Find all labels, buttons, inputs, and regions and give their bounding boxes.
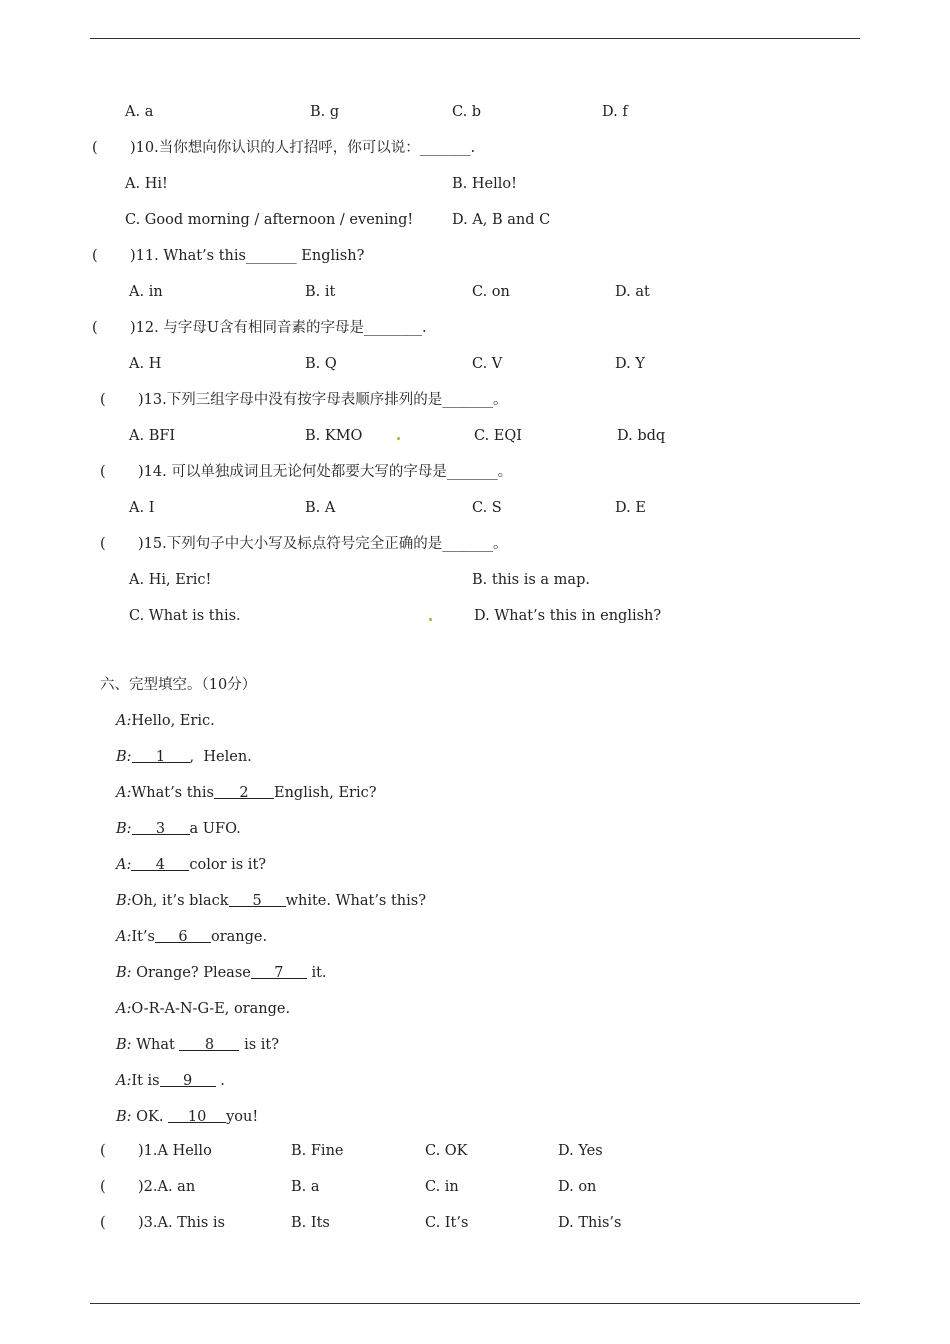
dialogue-text: What’s this bbox=[131, 785, 214, 801]
q10-text: )10.当你想向你认识的人打招呼，你可以说：_______. bbox=[130, 140, 476, 156]
q13-option-c: C. EQI bbox=[474, 428, 522, 444]
dialogue-line bbox=[116, 999, 290, 1019]
cloze-question-option: D. This’s bbox=[558, 1215, 622, 1231]
q15-paren: ( bbox=[100, 536, 106, 552]
q12-option-c: C. V bbox=[472, 356, 503, 372]
section6-heading: 六、完型填空。（10分） bbox=[100, 677, 257, 693]
q9-option-a: A. a bbox=[125, 104, 154, 120]
q9-option-d: D. f bbox=[602, 104, 628, 120]
cloze-question-option: C. It’s bbox=[425, 1215, 469, 1231]
dialogue-text: it. bbox=[306, 965, 327, 981]
speaker-label: B: bbox=[116, 1037, 132, 1053]
q11-text: )11. What’s this_______ English? bbox=[130, 248, 365, 264]
footer-rule bbox=[90, 1303, 860, 1304]
speaker-label: A: bbox=[116, 857, 132, 873]
q12-text: )12. 与字母U含有相同音素的字母是________. bbox=[130, 320, 427, 336]
dialogue-text: orange. bbox=[210, 929, 268, 945]
q12-paren: ( bbox=[92, 320, 98, 336]
cloze-question-option: D. Yes bbox=[558, 1143, 603, 1159]
speaker-label: A: bbox=[116, 713, 132, 729]
cloze-blank: 8 bbox=[179, 1035, 239, 1051]
dialogue-text: It is bbox=[131, 1073, 160, 1089]
q13-option-d: D. bdq bbox=[617, 428, 666, 444]
q13-text: )13.下列三组字母中没有按字母表顺序排列的是_______。 bbox=[138, 392, 508, 408]
q11-paren: ( bbox=[92, 248, 98, 264]
q10-option-c: C. Good morning / afternoon / evening! bbox=[125, 212, 414, 228]
dialogue-text: . bbox=[215, 1073, 225, 1089]
cloze-blank: 5 bbox=[229, 891, 286, 907]
dialogue-text: you! bbox=[226, 1109, 259, 1125]
q9-option-c: C. b bbox=[452, 104, 482, 120]
answer-paren: ( bbox=[100, 1215, 106, 1231]
cloze-question-option: C. in bbox=[425, 1179, 459, 1195]
dialogue-line bbox=[116, 711, 215, 731]
q10-option-b: B. Hello! bbox=[452, 176, 517, 192]
dialogue-line bbox=[116, 927, 267, 947]
q14-paren: ( bbox=[100, 464, 106, 480]
dialogue-text: Oh, it’s black bbox=[131, 893, 229, 909]
dialogue-line bbox=[116, 891, 426, 911]
dialogue-text: Hello, Eric. bbox=[131, 713, 215, 729]
cloze-question-option: D. on bbox=[558, 1179, 597, 1195]
q11-option-d: D. at bbox=[615, 284, 650, 300]
q9-option-b: B. g bbox=[310, 104, 340, 120]
answer-paren: ( bbox=[100, 1179, 106, 1195]
dialogue-line bbox=[116, 963, 327, 983]
cloze-blank: 4 bbox=[131, 855, 189, 871]
cloze-question-option: B. a bbox=[291, 1179, 320, 1195]
dialogue-line bbox=[116, 855, 266, 875]
cloze-blank: 6 bbox=[155, 927, 211, 943]
dialogue-line bbox=[116, 783, 377, 803]
q15-option-b: B. this is a map. bbox=[472, 572, 590, 588]
dialogue-text: white. What’s this? bbox=[285, 893, 426, 909]
cloze-blank: 9 bbox=[160, 1071, 216, 1087]
answer-paren: ( bbox=[100, 1143, 106, 1159]
speaker-label: B: bbox=[116, 893, 132, 909]
q10-option-d: D. A, B and C bbox=[452, 212, 551, 228]
q11-option-c: C. on bbox=[472, 284, 510, 300]
dialogue-line bbox=[116, 747, 252, 767]
cloze-blank: 7 bbox=[251, 963, 307, 979]
q12-option-d: D. Y bbox=[615, 356, 645, 372]
q11-option-a: A. in bbox=[129, 284, 163, 300]
cloze-question-option-a: )3.A. This is bbox=[138, 1215, 225, 1231]
q10-option-a: A. Hi! bbox=[125, 176, 168, 192]
cloze-blank: 10 bbox=[168, 1107, 226, 1123]
q15-option-c: C. What is this. bbox=[129, 608, 241, 624]
speaker-label: A: bbox=[116, 785, 132, 801]
dialogue-text: a UFO. bbox=[189, 821, 241, 837]
cloze-blank: 1 bbox=[132, 747, 190, 763]
q11-option-b: B. it bbox=[305, 284, 336, 300]
dialogue-text: It’s bbox=[131, 929, 155, 945]
q12-option-a: A. H bbox=[129, 356, 162, 372]
q14-option-c: C. S bbox=[472, 500, 502, 516]
speaker-label: B: bbox=[116, 1109, 132, 1125]
dialogue-text: O-R-A-N-G-E, orange. bbox=[131, 1001, 291, 1017]
q13-option-a: A. BFI bbox=[129, 428, 176, 444]
speaker-label: B: bbox=[116, 749, 132, 765]
cloze-question-option-a: )2.A. an bbox=[138, 1179, 196, 1195]
dialogue-text: Orange? Please bbox=[131, 965, 251, 981]
q10-paren: ( bbox=[92, 140, 98, 156]
dialogue-text: What bbox=[131, 1037, 180, 1053]
cloze-question-option: C. OK bbox=[425, 1143, 468, 1159]
q12-option-b: B. Q bbox=[305, 356, 337, 372]
q15-option-a: A. Hi, Eric! bbox=[129, 572, 212, 588]
cloze-question-option: B. Its bbox=[291, 1215, 330, 1231]
dialogue-line bbox=[116, 1035, 279, 1055]
cloze-question-option-a: )1.A Hello bbox=[138, 1143, 212, 1159]
dialogue-line bbox=[116, 1071, 225, 1091]
dialogue-text: OK. bbox=[131, 1109, 169, 1125]
speaker-label: A: bbox=[116, 1001, 132, 1017]
q13-option-b: B. KMO bbox=[305, 428, 363, 444]
speck-mark bbox=[429, 618, 432, 621]
header-rule bbox=[90, 38, 860, 39]
speck-mark bbox=[397, 437, 400, 440]
cloze-question-option: B. Fine bbox=[291, 1143, 344, 1159]
dialogue-text: , Helen. bbox=[189, 749, 252, 765]
q14-option-a: A. I bbox=[129, 500, 155, 516]
cloze-blank: 3 bbox=[132, 819, 190, 835]
dialogue-line bbox=[116, 819, 241, 839]
speaker-label: B: bbox=[116, 965, 132, 981]
q14-option-d: D. E bbox=[615, 500, 646, 516]
q15-text: )15.下列句子中大小写及标点符号完全正确的是_______。 bbox=[138, 536, 508, 552]
dialogue-text: English, Eric? bbox=[273, 785, 377, 801]
cloze-blank: 2 bbox=[214, 783, 274, 799]
speaker-label: A: bbox=[116, 929, 132, 945]
q13-paren: ( bbox=[100, 392, 106, 408]
speaker-label: A: bbox=[116, 1073, 132, 1089]
dialogue-text: is it? bbox=[239, 1037, 280, 1053]
speaker-label: B: bbox=[116, 821, 132, 837]
q14-text: )14. 可以单独成词且无论何处都要大写的字母是_______。 bbox=[138, 464, 513, 480]
dialogue-line bbox=[116, 1107, 258, 1127]
q15-option-d: D. What’s this in english? bbox=[474, 608, 662, 624]
q14-option-b: B. A bbox=[305, 500, 336, 516]
dialogue-text: color is it? bbox=[189, 857, 267, 873]
